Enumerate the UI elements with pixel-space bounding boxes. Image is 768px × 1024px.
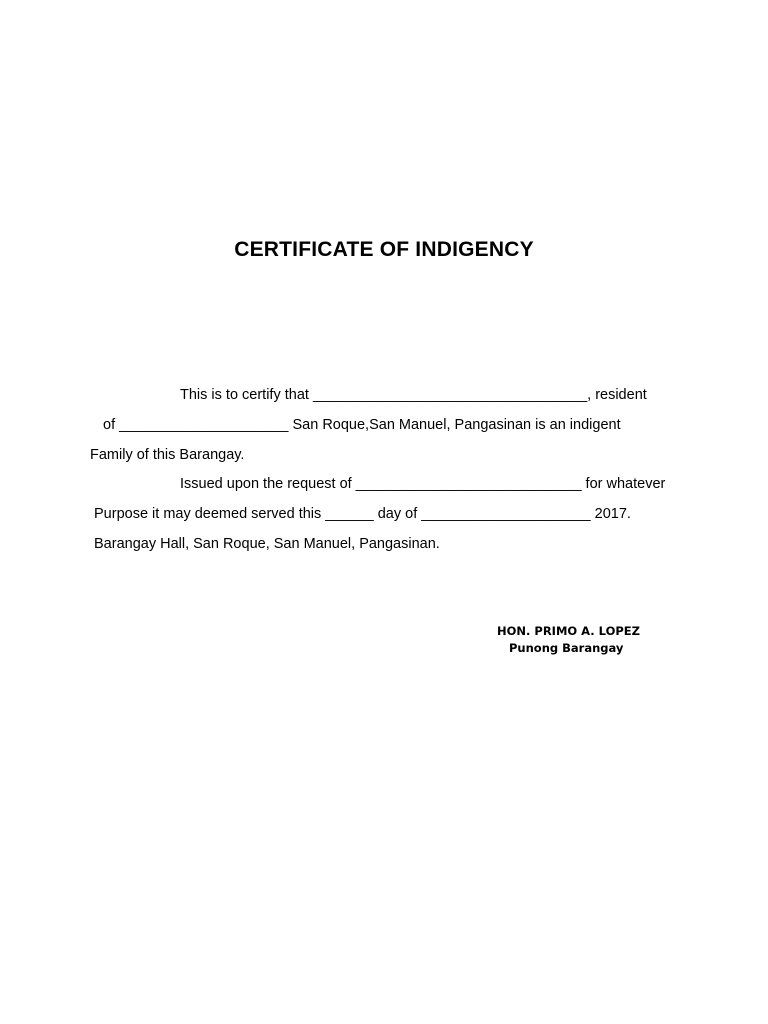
signatory-position: Punong Barangay (509, 641, 624, 655)
signatory-name: HON. PRIMO A. LOPEZ (497, 624, 640, 638)
body-line-certify: This is to certify that __________________________________, resident (180, 387, 647, 403)
document-title: CERTIFICATE OF INDIGENCY (234, 238, 534, 261)
body-line-purpose: Purpose it may deemed served this ______ day of _____________________ 2017. (94, 506, 631, 522)
body-line-request: Issued upon the request of ____________________________ for whatever (180, 476, 666, 492)
body-line-location: Barangay Hall, San Roque, San Manuel, Pangasinan. (94, 536, 440, 552)
body-line-resident-of: of _____________________ San Roque,San Manuel, Pangasinan is an indigent (103, 417, 621, 433)
body-line-family: Family of this Barangay. (90, 447, 245, 463)
